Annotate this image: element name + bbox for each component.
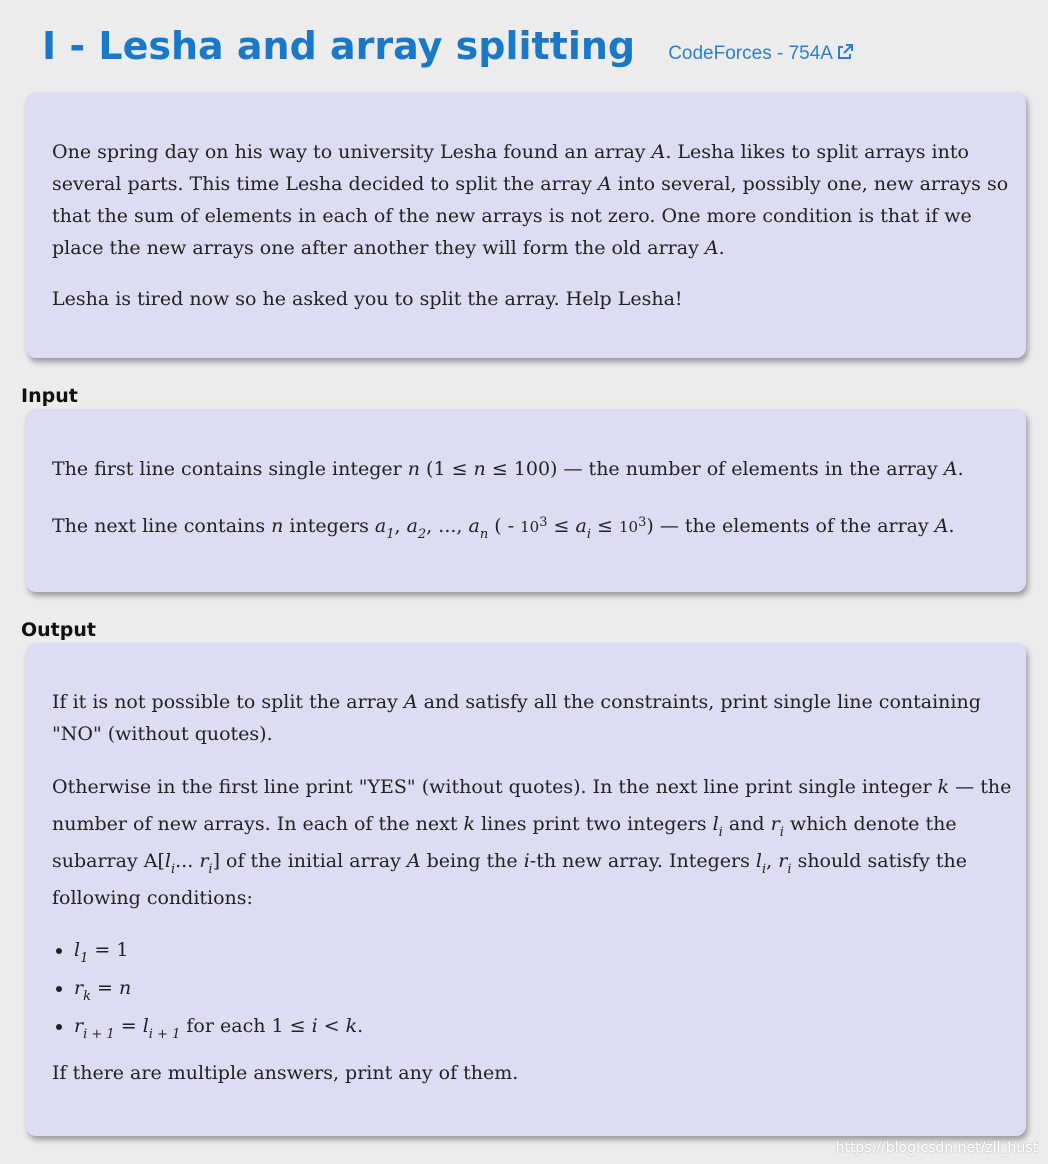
input-paragraph-1: The first line contains single integer n (1 ≤ n ≤ 100) — the number of elements in the array A.: [52, 458, 964, 480]
legend-paragraph-2: Lesha is tired now so he asked you to split the array. Help Lesha!: [52, 288, 683, 310]
legend-body: [52, 136, 1012, 315]
output-paragraph-2: Otherwise in the first line print "YES" (without quotes). In the next line print single integer k — the number of new arrays. In each of the next k lines print two integers $l_i$ and $r_i$ which denote the subarray $A[l_i$... $r_i$] of the initial array A being the i-th new array. Integers $l_i$, $r_i$ should satisfy the following conditions:: [52, 776, 1012, 909]
condition-item: • $l_1 = 1$: [74, 931, 1012, 969]
external-link-icon: [836, 43, 854, 61]
legend-paragraph-1: One spring day on his way to university Lesha found an array A. Lesha likes to split arrays into several parts. This time Lesha decided to split the array A into several, possibly one, new arrays so that the sum of elements in each of the new arrays is not zero. One more condition is that if we place the new arrays one after another they will form the old array A.: [52, 141, 1009, 259]
output-paragraph-1: If it is not possible to split the array A and satisfy all the constraints, print single line containing "NO" (without quotes).: [52, 691, 981, 745]
output-paragraph-3: If there are multiple answers, print any of them.: [52, 1062, 519, 1084]
problem-title: I - Lesha and array splitting: [42, 24, 636, 68]
input-body: [52, 453, 1012, 543]
source-link[interactable]: [668, 43, 854, 65]
output-heading: Output: [21, 619, 96, 641]
input-paragraph-2: The next line contains n integers $a_1$, $a_2$, ..., $a_n$ ( - $10^3 \le a_i \le 10^3$) — the elements of the array A.: [52, 515, 955, 542]
condition-item: • $r_{i + 1} = l_{i + 1}$ for each 1 ≤ i < k.: [74, 1007, 1012, 1045]
output-body: [52, 686, 1012, 1089]
condition-item: • $r_k = n$: [74, 969, 1012, 1007]
watermark: https://blog.csdn.net/zll_hust: [835, 1140, 1038, 1156]
problem-header: [42, 24, 854, 68]
conditions-list: [52, 931, 1012, 1045]
input-heading: Input: [21, 385, 78, 407]
source-link-label: CodeForces - 754A: [668, 43, 833, 64]
